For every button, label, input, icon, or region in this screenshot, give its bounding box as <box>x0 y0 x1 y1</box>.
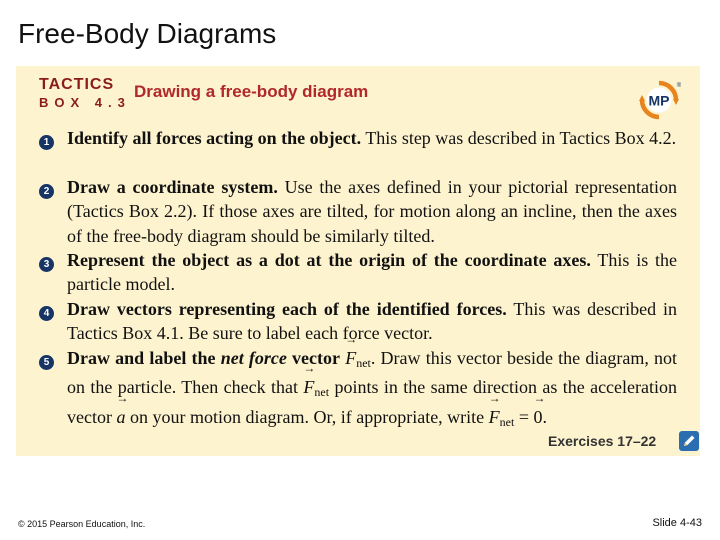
step-4 <box>67 297 677 346</box>
step-5-text-3: on your motion diagram. Or, if appropriate, write <box>125 406 489 427</box>
vector-f-net-2 <box>303 375 314 399</box>
step-3-bold: Represent the object as a dot at the origin of the coordinate axes. <box>67 250 591 270</box>
net-subscript: net <box>356 356 371 370</box>
vector-f-symbol: F <box>345 348 357 368</box>
step-number-3: 3 <box>39 257 54 272</box>
logo-registered-mark: ® <box>676 83 681 89</box>
slide-number: Slide 4-43 <box>652 517 702 529</box>
vector-f-net-3 <box>489 405 500 429</box>
logo-text: MP <box>648 92 670 109</box>
copyright-footer: © 2015 Pearson Education, Inc. <box>18 519 146 529</box>
step-3 <box>67 248 677 297</box>
zero-vector <box>534 405 543 429</box>
equals-sign: = <box>514 406 534 427</box>
slide-title: Free-Body Diagrams <box>18 18 277 49</box>
vector-a-symbol: a <box>116 406 126 427</box>
step-number-5: 5 <box>39 355 54 370</box>
step-3-text: This is the particle model. <box>67 250 678 295</box>
tactics-label-line1: TACTICS <box>39 76 115 93</box>
step-5-bold <box>67 348 340 368</box>
step-5-end: . <box>542 406 547 427</box>
step-5-bold-suffix: vector <box>286 348 340 368</box>
step-4-text: This was described in Tactics Box 4.1. Be sure to label each force vector. <box>67 299 678 344</box>
step-number-4: 4 <box>39 306 54 321</box>
tactics-box <box>16 66 700 456</box>
vector-f-symbol: F <box>303 377 315 398</box>
vector-f-net-1 <box>345 346 356 370</box>
net-subscript: net <box>314 385 330 400</box>
step-5-bold-prefix: Draw and label the <box>67 348 221 368</box>
step-4-bold: Draw vectors representing each of the identified forces. <box>67 299 507 319</box>
step-1 <box>67 126 677 150</box>
vector-a <box>116 405 125 429</box>
step-number-1: 1 <box>39 135 54 150</box>
zero-symbol: 0 <box>533 406 543 427</box>
step-2 <box>67 175 677 248</box>
step-2-text: Use the axes defined in your pictorial representation (Tactics Box 2.2). If those axes are tilted, for motion along an incline, then the axes of the free-body diagram should be similarly tilted. <box>67 177 677 246</box>
tactics-box-label <box>39 77 131 109</box>
step-5 <box>67 346 677 434</box>
step-1-text: This step was described in Tactics Box 4.2. <box>361 128 677 148</box>
vector-f-symbol: F <box>488 406 500 427</box>
step-1-bold: Identify all forces acting on the object. <box>67 128 362 148</box>
net-subscript: net <box>499 414 515 429</box>
tactics-label-line2: BOX 4.3 <box>39 95 131 110</box>
pencil-icon[interactable] <box>679 431 699 451</box>
step-5-bold-emph: net force <box>220 348 287 368</box>
step-5-text-1: . Draw this vector beside the diagram, not on the particle. Then check that <box>67 348 677 398</box>
exercises-reference: Exercises 17–22 <box>548 433 657 449</box>
step-5-text-2: points in the same direction as the acceleration vector <box>67 377 678 427</box>
tactics-box-heading: Drawing a free-body diagram <box>134 82 369 101</box>
step-2-bold: Draw a coordinate system. <box>67 177 278 197</box>
mastering-physics-logo-icon[interactable] <box>637 78 681 122</box>
step-number-2: 2 <box>39 184 54 199</box>
